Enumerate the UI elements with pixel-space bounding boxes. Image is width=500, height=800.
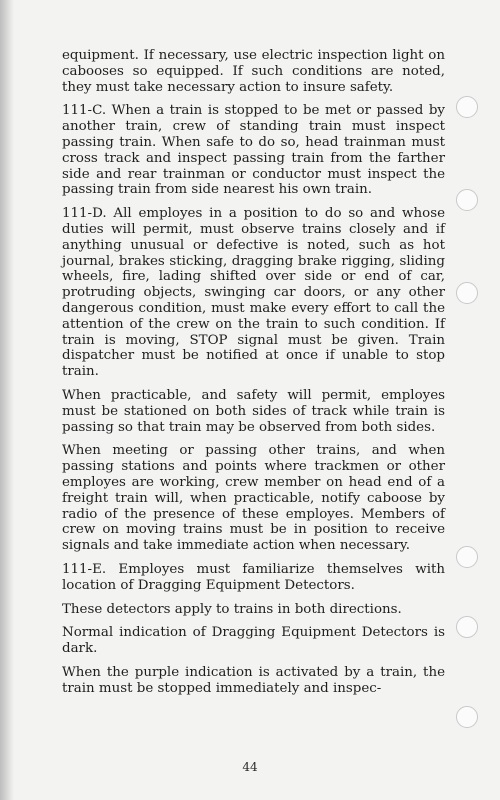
- punch-hole: [456, 189, 478, 211]
- punch-hole: [456, 706, 478, 728]
- paragraph-rule-111-d: 111-D. All employes in a position to do so and whose duties will permit, must observe trains closely and if anything unusual or defective is noted, such as hot journal, brakes sticking, dragging brake rigging, sliding wheels, fire, lading shifted over side or end of car, protruding objects, swinging car doors, or any other dangerous condition, must make every effort to call the attention of the crew on the train to such condition. If train is moving, STOP signal must be given. Train dispatcher must be notified at once if unable to stop train.: [62, 206, 445, 380]
- punch-hole: [456, 282, 478, 304]
- paragraph-continuation: equipment. If necessary, use electric inspection light on cabooses so equipped. If such conditions are noted, they must take necessary action to insure safety.: [62, 48, 445, 95]
- punch-hole: [456, 96, 478, 118]
- paragraph-rule-111-c: 111-C. When a train is stopped to be met or passed by another train, crew of standing train must inspect passing train. When safe to do so, head trainman must cross track and inspect passing train from the farther side and rear trainman or conductor must inspect the passing train from side nearest his own train.: [62, 103, 445, 198]
- paragraph-normal-indication: Normal indication of Dragging Equipment Detectors is dark.: [62, 625, 445, 657]
- paragraph-purple-indication: When the purple indication is activated by a train, the train must be stopped immediately and inspec-: [62, 664, 445, 696]
- body-text: [62, 48, 445, 704]
- page-gutter-shadow: [0, 0, 14, 800]
- paragraph-detectors-directions: These detectors apply to trains in both directions.: [62, 601, 402, 617]
- punch-hole: [456, 616, 478, 638]
- paragraph-rule-111-e: 111-E. Employes must familiarize themselves with location of Dragging Equipment Detectors.: [62, 561, 445, 593]
- page-number: 44: [242, 760, 258, 774]
- paragraph-both-sides: When practicable, and safety will permit, employes must be stationed on both sides of track while train is passing so that train may be observed from both sides.: [62, 387, 445, 435]
- paragraph-meeting-trains: When meeting or passing other trains, and when passing stations and points where trackmen or other employes are working, crew member on head end of a freight train will, when practicable, notify caboose by radio of the presence of these employes. Members of crew on moving trains must be in position to receive signals and take immediate action when necessary.: [62, 443, 445, 554]
- punch-hole: [456, 546, 478, 568]
